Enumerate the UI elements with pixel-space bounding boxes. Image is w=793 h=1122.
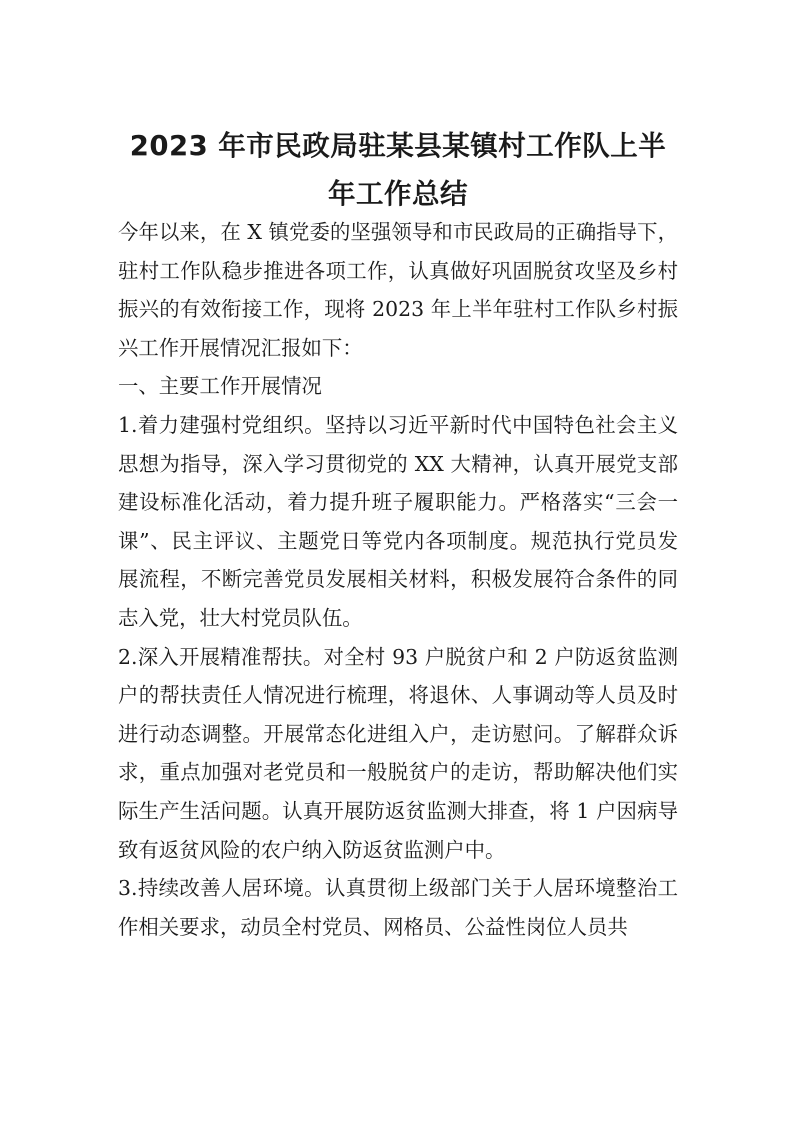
- document-body: [118, 213, 678, 946]
- item-paragraph-3: 3.持续改善人居环境。认真贯彻上级部门关于人居环境整治工作相关要求，动员全村党员、网格员、公益性岗位人员共: [118, 876, 678, 939]
- document-title: 2023 年市民政局驻某县某镇村工作队上半年工作总结: [129, 130, 667, 210]
- item-paragraph-1: 1.着力建强村党组织。坚持以习近平新时代中国特色社会主义思想为指导，深入学习贯彻党的 XX 大精神，认真开展党支部建设标准化活动，着力提升班子履职能力。严格落实“三会一课”、民主评议、主题党日等党内各项制度。规范执行党员发展流程，不断完善党员发展相关材料，积极发展符合条件的同志入党，壮大村党员队伍。: [118, 412, 678, 630]
- item-paragraph-2: 2.深入开展精准帮扶。对全村 93 户脱贫户和 2 户防返贫监测户的帮扶责任人情况进行梳理，将退休、人事调动等人员及时进行动态调整。开展常态化进组入户，走访慰问。了解群众诉求，重点加强对老党员和一般脱贫户的走访，帮助解决他们实际生产生活问题。认真开展防返贫监测大排查，将 1 户因病导致有返贫风险的农户纳入防返贫监测户中。: [118, 644, 678, 862]
- intro-paragraph: 今年以来，在 X 镇党委的坚强领导和市民政局的正确指导下，驻村工作队稳步推进各项工作，认真做好巩固脱贫攻坚及乡村振兴的有效衔接工作，现将 2023 年上半年驻村工作队乡村振兴工作开展情况汇报如下：: [118, 220, 678, 360]
- section-heading: 一、主要工作开展情况: [118, 374, 322, 399]
